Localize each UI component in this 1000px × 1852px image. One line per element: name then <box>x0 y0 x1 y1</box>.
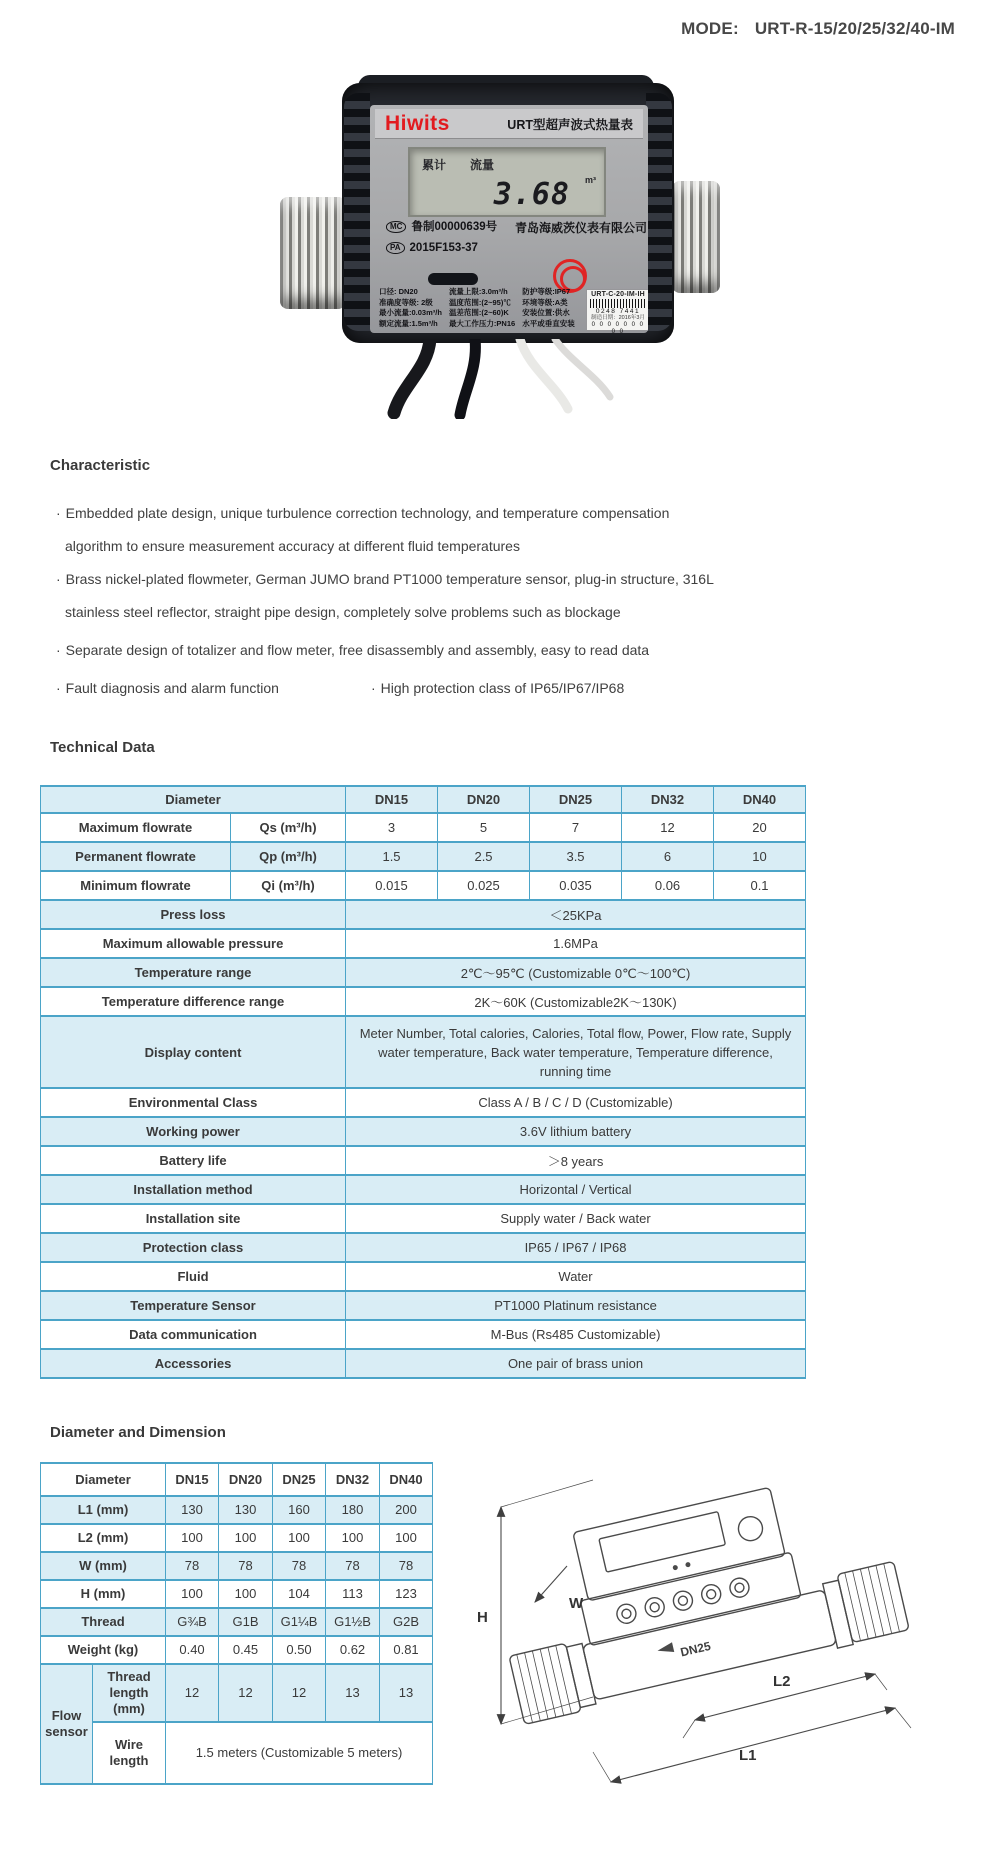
row-label: Press loss <box>41 900 346 929</box>
lcd-labels <box>422 156 494 173</box>
tech-row-installation-method <box>41 1175 806 1204</box>
row-label: Maximum flowrate <box>41 813 231 842</box>
cell: 13 <box>380 1664 433 1722</box>
ir-port-slot <box>428 273 478 285</box>
barcode-digits: 0248 7441 <box>595 308 641 315</box>
characteristic-list <box>56 497 726 705</box>
cell: 3.6V lithium battery <box>346 1117 806 1146</box>
mode-header <box>681 19 955 39</box>
cell: 78 <box>219 1552 273 1580</box>
row-label: Working power <box>41 1117 346 1146</box>
tech-row-environmental-class <box>41 1088 806 1117</box>
tech-header-dn40: DN40 <box>714 786 806 813</box>
row-label: Accessories <box>41 1349 346 1378</box>
tech-row-protection-class <box>41 1233 806 1262</box>
cell: 6 <box>622 842 714 871</box>
row-symbol: Qi (m³/h) <box>231 871 346 900</box>
tech-row-fluid <box>41 1262 806 1291</box>
manufacture-date: 制造日期：2016年3月 <box>591 315 645 321</box>
cell: 0.45 <box>219 1636 273 1664</box>
tech-row-press-loss <box>41 900 806 929</box>
dim-header-dn40: DN40 <box>380 1463 433 1496</box>
certification-lines <box>386 217 497 259</box>
cell: 180 <box>326 1496 380 1524</box>
barcode <box>590 299 646 308</box>
cell: 12 <box>273 1664 326 1722</box>
cell: 12 <box>166 1664 219 1722</box>
dim-header-diameter: Diameter <box>41 1463 166 1496</box>
row-label: Environmental Class <box>41 1088 346 1117</box>
tech-header-dn20: DN20 <box>438 786 530 813</box>
thread-length-label: Thread length (mm) <box>93 1664 166 1722</box>
cell: PT1000 Platinum resistance <box>346 1291 806 1320</box>
dim-row-l1 <box>41 1496 433 1524</box>
tech-row-accessories <box>41 1349 806 1378</box>
mc-certification-icon: MC <box>386 221 406 233</box>
tech-row-temperature-sensor <box>41 1291 806 1320</box>
cell: 123 <box>380 1580 433 1608</box>
cell: 113 <box>326 1580 380 1608</box>
row-label: Thread <box>41 1608 166 1636</box>
cell: 12 <box>219 1664 273 1722</box>
cell: 100 <box>380 1524 433 1552</box>
cell: 0.1 <box>714 871 806 900</box>
characteristic-title: Characteristic <box>50 457 151 474</box>
cell: 100 <box>166 1580 219 1608</box>
row-label: Fluid <box>41 1262 346 1291</box>
cell: 10 <box>714 842 806 871</box>
row-label: Weight (kg) <box>41 1636 166 1664</box>
tech-row-installation-site <box>41 1204 806 1233</box>
cell: Supply water / Back water <box>346 1204 806 1233</box>
cell: 130 <box>166 1496 219 1524</box>
drawing-l1-label: L1 <box>739 1747 757 1764</box>
row-label: Installation site <box>41 1204 346 1233</box>
cell: 13 <box>326 1664 380 1722</box>
tech-header-dn25: DN25 <box>530 786 622 813</box>
row-label: L1 (mm) <box>41 1496 166 1524</box>
tech-row-max-flowrate <box>41 813 806 842</box>
tech-header-dn15: DN15 <box>346 786 438 813</box>
cell: ＜25KPa <box>346 900 806 929</box>
drawing-w-label: W <box>569 1595 584 1612</box>
tech-row-temp-difference-range <box>41 987 806 1016</box>
threaded-pipe-left <box>280 197 346 309</box>
cell: 200 <box>380 1496 433 1524</box>
characteristic-bullet-4a: · Fault diagnosis and alarm function <box>56 680 279 696</box>
meter-outline <box>485 1464 910 1725</box>
mode-label: MODE: <box>681 19 739 38</box>
tech-row-min-flowrate <box>41 871 806 900</box>
lcd-display <box>408 147 606 217</box>
row-label: Temperature range <box>41 958 346 987</box>
cell: 12 <box>622 813 714 842</box>
cell: 5 <box>438 813 530 842</box>
dim-row-weight <box>41 1636 433 1664</box>
dim-row-w <box>41 1552 433 1580</box>
cell: Class A / B / C / D (Customizable) <box>346 1088 806 1117</box>
pa-certification: PA 2015F153-37 <box>386 238 497 259</box>
cell: 78 <box>273 1552 326 1580</box>
cell: 100 <box>166 1524 219 1552</box>
dim-header-row <box>41 1463 433 1496</box>
cell: 3 <box>346 813 438 842</box>
cell: 2K～60K (Customizable2K～130K) <box>346 987 806 1016</box>
cell: 78 <box>166 1552 219 1580</box>
spec-column-3: 防护等级:IP67 环境等级:A类 安装位置:供水 水平或垂直安装 <box>522 287 575 328</box>
row-label: Data communication <box>41 1320 346 1349</box>
cell: 0.025 <box>438 871 530 900</box>
cell: 2.5 <box>438 842 530 871</box>
lcd-label-accumulate: 累计 <box>422 158 447 172</box>
cell: 0.50 <box>273 1636 326 1664</box>
row-label: W (mm) <box>41 1552 166 1580</box>
row-label: Display content <box>41 1016 346 1088</box>
housing-rib-left <box>344 93 370 331</box>
cell: G¾B <box>166 1608 219 1636</box>
meter-spec-text <box>379 287 575 329</box>
threaded-pipe-right <box>672 181 720 293</box>
product-title-cn: URT型超声波式热量表 <box>507 117 633 132</box>
cell: 2℃～95℃ (Customizable 0℃～100℃) <box>346 958 806 987</box>
wire-length-label: Wire length <box>93 1722 166 1784</box>
cell: 20 <box>714 813 806 842</box>
mc-certification: MC 鲁制00000639号 <box>386 217 497 238</box>
row-label: L2 (mm) <box>41 1524 166 1552</box>
dim-header-dn32: DN32 <box>326 1463 380 1496</box>
drawing-dn-label: DN25 <box>678 1638 713 1660</box>
cell: 0.015 <box>346 871 438 900</box>
characteristic-bullet-3: · Separate design of totalizer and flow meter, free disassembly and assembly, easy to read data <box>56 642 650 658</box>
tech-row-display-content <box>41 1016 806 1088</box>
cell: G1½B <box>326 1608 380 1636</box>
row-label: H (mm) <box>41 1580 166 1608</box>
tech-row-battery-life <box>41 1146 806 1175</box>
cable-white-2 <box>555 339 610 397</box>
dim-row-h <box>41 1580 433 1608</box>
cable-black-1 <box>394 339 430 413</box>
cell: IP65 / IP67 / IP68 <box>346 1233 806 1262</box>
lcd-label-flow: 流量 <box>470 158 495 172</box>
dim-header-dn25: DN25 <box>273 1463 326 1496</box>
cell: 100 <box>326 1524 380 1552</box>
characteristic-bullet-4 <box>56 672 726 705</box>
row-symbol: Qp (m³/h) <box>231 842 346 871</box>
spec-column-2: 流量上限:3.0m³/h 温度范围:(2~95)℃ 温差范围:(2~60)K 最大工作压力:PN16 <box>448 287 516 328</box>
tech-header-row <box>41 786 806 813</box>
row-label: Temperature difference range <box>41 987 346 1016</box>
dimension-drawing <box>443 1452 1000 1849</box>
drawing-h-label: H <box>477 1609 488 1626</box>
tech-header-diameter: Diameter <box>41 786 346 813</box>
cell: 0.035 <box>530 871 622 900</box>
cell: Horizontal / Vertical <box>346 1175 806 1204</box>
cell: 0.06 <box>622 871 714 900</box>
cell: 0.62 <box>326 1636 380 1664</box>
company-name: 青岛海威茨仪表有限公司 <box>515 221 648 235</box>
product-photo <box>280 75 720 420</box>
technical-data-title: Technical Data <box>50 739 155 756</box>
row-label: Installation method <box>41 1175 346 1204</box>
model-number: URT-C-20-IM-IH <box>591 291 645 298</box>
cell: 1.5 <box>346 842 438 871</box>
cell: ＞8 years <box>346 1146 806 1175</box>
characteristic-bullet-2: · Brass nickel-plated flowmeter, German JUMO brand PT1000 temperature sensor, plug-in structure, 316L stainless steel reflector, straight pipe design, completely solve problems such as blockage <box>56 571 714 620</box>
tech-row-temperature-range <box>41 958 806 987</box>
lcd-unit: m³ <box>585 175 596 185</box>
dim-row-l2 <box>41 1524 433 1552</box>
tech-row-working-power <box>41 1117 806 1146</box>
cell: 104 <box>273 1580 326 1608</box>
housing-rib-right <box>646 93 672 331</box>
cell: Water <box>346 1262 806 1291</box>
cell: 1.6MPa <box>346 929 806 958</box>
dimension-table <box>40 1462 433 1785</box>
characteristic-bullet-4b: · High protection class of IP65/IP67/IP68 <box>371 680 625 696</box>
cell: G2B <box>380 1608 433 1636</box>
row-symbol: Qs (m³/h) <box>231 813 346 842</box>
cell: G1B <box>219 1608 273 1636</box>
row-label: Temperature Sensor <box>41 1291 346 1320</box>
cell: 0.40 <box>166 1636 219 1664</box>
cell: 0.81 <box>380 1636 433 1664</box>
pa-certification-icon: PA <box>386 242 405 254</box>
dim-header-dn20: DN20 <box>219 1463 273 1496</box>
row-label: Permanent flowrate <box>41 842 231 871</box>
cables <box>370 339 630 419</box>
cell: G1¼B <box>273 1608 326 1636</box>
row-label: Maximum allowable pressure <box>41 929 346 958</box>
cable-black-2 <box>460 339 475 415</box>
cell: 100 <box>273 1524 326 1552</box>
row-label: Minimum flowrate <box>41 871 231 900</box>
row-label: Battery life <box>41 1146 346 1175</box>
cell: 100 <box>219 1524 273 1552</box>
drawing-l2-label: L2 <box>773 1673 791 1690</box>
cell: 7 <box>530 813 622 842</box>
tech-row-permanent-flowrate <box>41 842 806 871</box>
characteristic-bullet-1: · Embedded plate design, unique turbulence correction technology, and temperature compensation algorithm to ensure measurement accuracy at different fluid temperatures <box>56 505 670 554</box>
mode-value: URT-R-15/20/25/32/40-IM <box>754 19 955 38</box>
meter-faceplate <box>370 105 648 333</box>
cell: 3.5 <box>530 842 622 871</box>
cell: 78 <box>380 1552 433 1580</box>
cell: 130 <box>219 1496 273 1524</box>
cell: 160 <box>273 1496 326 1524</box>
dim-row-thread <box>41 1608 433 1636</box>
flow-sensor-label: Flow sensor <box>41 1664 93 1784</box>
cell: Meter Number, Total calories, Calories, Total flow, Power, Flow rate, Supply water temperature, Back water temperature, Temperature difference, running time <box>346 1016 806 1088</box>
tech-row-data-communication <box>41 1320 806 1349</box>
dimension-title: Diameter and Dimension <box>50 1424 226 1441</box>
cell: One pair of brass union <box>346 1349 806 1378</box>
dim-row-thread-length <box>41 1664 433 1722</box>
dim-row-wire-length <box>41 1722 433 1784</box>
spec-column-1: 口径: DN20 准确度等级: 2级 最小流量:0.03m³/h 额定流量:1.5m³/h <box>379 287 442 328</box>
cell: 100 <box>219 1580 273 1608</box>
dim-header-dn15: DN15 <box>166 1463 219 1496</box>
tech-row-max-pressure <box>41 929 806 958</box>
brand-band <box>375 109 643 139</box>
cell: 78 <box>326 1552 380 1580</box>
serial-digits: 0 0 0 0 0 0 0 0 0 <box>591 321 645 333</box>
row-label: Protection class <box>41 1233 346 1262</box>
model-sticker <box>586 289 648 331</box>
brand-logo: Hiwits <box>385 111 450 135</box>
wire-length-value: 1.5 meters (Customizable 5 meters) <box>166 1722 433 1784</box>
lcd-value: 3.68 <box>493 177 570 212</box>
cell: M-Bus (Rs485 Customizable) <box>346 1320 806 1349</box>
tech-header-dn32: DN32 <box>622 786 714 813</box>
technical-data-table <box>40 785 806 1379</box>
